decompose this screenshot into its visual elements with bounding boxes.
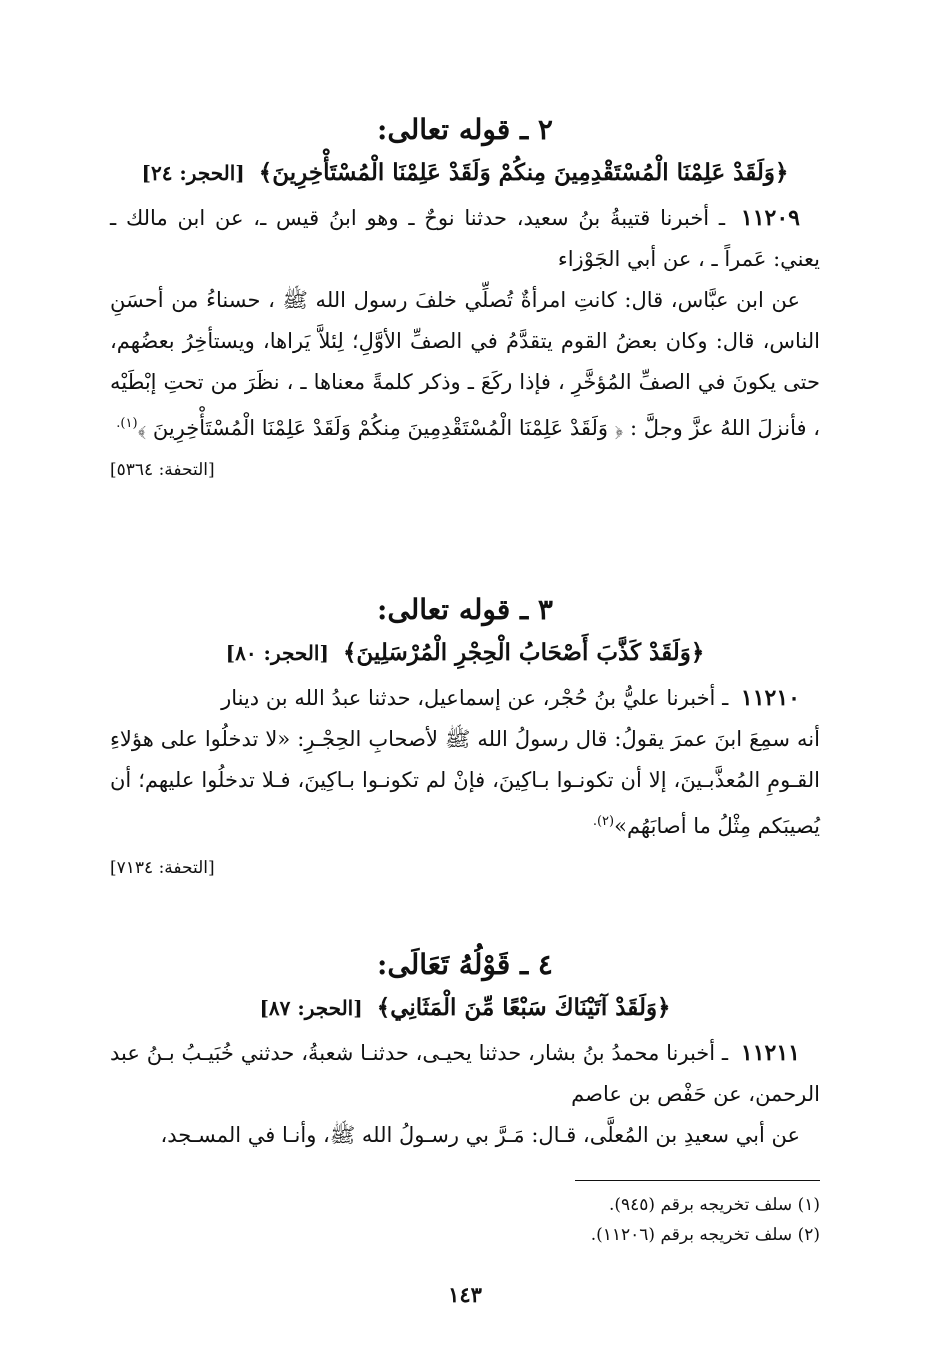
verse-reference: [الحجر: ٢٤] [141,161,245,185]
isnad-text: ـ أخبرنا محمدُ بنُ بشار، حدثنا يحيـى، حدثنـا شعبةُ، حدثني خُبَيـبُ بـنُ عبد الرحمن، عن حَفْص بن عاصم [110,1041,820,1106]
section-title: ٤ ـ قَوْلُهُ تَعَالَى: [377,948,553,981]
page-number: ١٤٣ [448,1282,482,1307]
hadith-number: ١١٢١٠ [740,685,800,711]
section-4 [110,945,820,1156]
verse-text: ﴿وَلَقَدْ عَلِمْنَا الْمُسْتَقْدِمِينَ مِنكُمْ وَلَقَدْ عَلِمْنَا الْمُسْتَأْخِرِينَ﴾ [258,159,789,186]
hadith-matn [110,1115,820,1156]
tuhfa-reference: [التحفة: ٥٣٦٤] [110,460,215,480]
verse-text: ﴿وَلَقَدْ آتَيْنَاكَ سَبْعًا مِّنَ الْمَثَانِي﴾ [376,994,671,1021]
section-3 [110,590,820,901]
hadith-number: ١١٢١١ [740,1040,800,1066]
matn-text: أنه سمِعَ ابنَ عمرَ يقولُ: قال رسولُ الله ﷺ لأصحابِ الحِجْـرِ: «لا تدخلُوا على هؤلاءِ القـومِ المُعذَّبـينَ، إلا أن تكونـوا بـاكِينَ، فإنْ لم تكونـوا بـاكِينَ، فـلا تدخلُوا عليهم؛ أن يُصيبَكم مِثْلُ ما أصابَهُم» [110,727,820,838]
matn-text: عن ابن عبَّاس، قال: كانتِ امرأةٌ تُصلِّي خلفَ رسول الله ﷺ ، حسناءُ من أحسَنِ الناس، قال: وكان بعضُ القوم يتقدَّمُ في الصفِّ الأوَّلِ؛ لِئلاَّ يَراها، ويستأخِرُ بعضُهم، حتى يكونَ في الصفِّ المُؤخَّرِ ، فإذا ركَعَ ـ وذكر كلمةً معناها ـ ، نظَرَ من تحتِ إبْطَيْه ، فأنزلَ اللهُ عزَّ وجلَّ : ﴿ وَلَقَدْ عَلِمْنَا الْمُسْتَقْدِمِينَ مِنكُمْ وَلَقَدْ عَلِمْنَا الْمُسْتَأْخِرِينَ ﴾ [110,288,820,440]
isnad-text: ـ أخبرنا قتيبةُ بنُ سعيد، حدثنا نوحٌ ـ وهو ابنُ قيس ـ، عن ابن مالك ـ يعني: عَمراً ـ ، عن أبي الجَوْزاء [110,206,820,271]
hadith-isnad [110,1033,820,1115]
footnote-1: (١) سلف تخريجه برقم (٩٤٥). [608,1195,820,1215]
matn-text: عن أبي سعيدِ بن المُعلَّى، قـال: مَـرَّ بي رسـولُ الله ﷺ، وأنـا في المسـجد، [160,1123,800,1147]
verse-reference: [الحجر: ٨٠] [225,641,329,665]
footnote-marker: (١). [116,416,138,431]
hadith-matn [110,719,820,847]
section-title: ٢ ـ قوله تعالى: [377,113,553,146]
hadith-matn [110,280,820,449]
section-2 [110,110,820,503]
tuhfa-reference: [التحفة: ٧١٣٤] [110,858,215,878]
footnote-marker: (٢). [592,814,615,829]
book-page [110,100,820,1320]
footnote-2: (٢) سلف تخريجه برقم (١١٢٠٦). [590,1225,820,1245]
hadith-number: ١١٢٠٩ [740,205,800,231]
quran-verse [110,156,820,190]
verse-text: ﴿وَلَقَدْ كَذَّبَ أَصْحَابُ الْحِجْرِ الْمُرْسَلِينَ﴾ [342,639,705,666]
quran-verse [110,636,820,670]
footnote-divider [575,1180,820,1181]
isnad-text: ـ أخبرنا عليُّ بنُ حُجْر، عن إسماعيل، حدثنا عبدُ الله بن دينار [221,686,729,710]
section-title: ٣ ـ قوله تعالى: [377,593,553,626]
footnotes [110,1190,820,1250]
verse-reference: [الحجر: ٨٧] [259,996,363,1020]
quran-verse [110,991,820,1025]
hadith-isnad [110,678,820,719]
hadith-isnad [110,198,820,280]
